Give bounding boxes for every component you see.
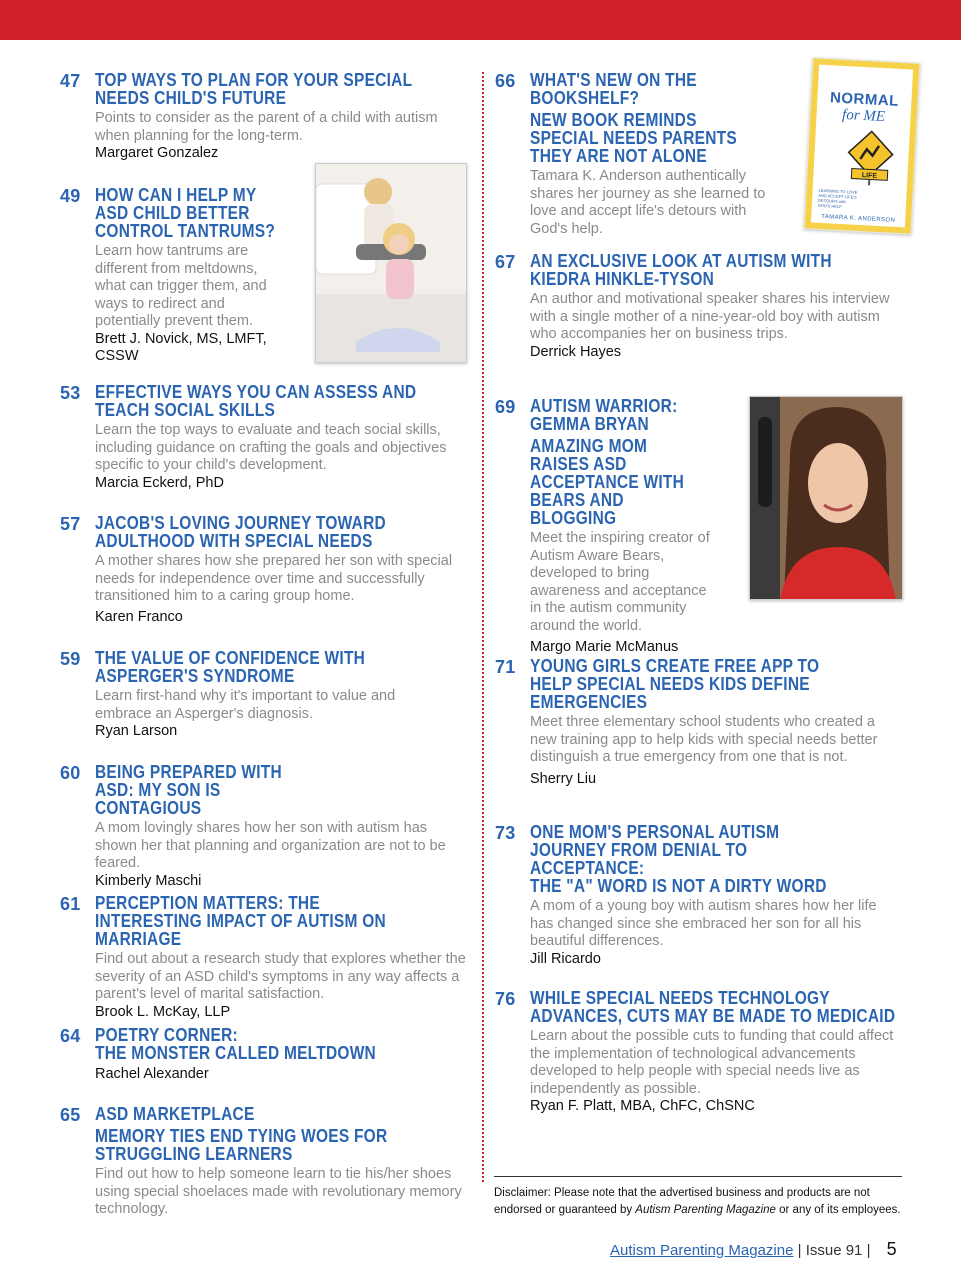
entry-author: Karen Franco [95, 608, 183, 625]
disclaimer-text: Disclaimer: Please note that the advertised business and products are not endorsed or guaranteed by [494, 1187, 870, 1216]
book-author: TAMARA K. ANDERSON [821, 213, 896, 224]
entry-description: Points to consider as the parent of a child with autism when planning for the long-term. [95, 110, 438, 144]
footer-magazine-link[interactable]: Autism Parenting Magazine [610, 1242, 794, 1259]
entry-heading: WHILE SPECIAL NEEDS TECHNOLOGY ADVANCES, CUTS MAY BE MADE TO MEDICAID [530, 988, 896, 1026]
entry-description: Learn how tantrums are different from meltdowns, what can trigger them, and ways to redirect and potentially prevent them. [95, 243, 267, 329]
page-number: 71 [495, 657, 516, 677]
disclaimer [494, 1185, 904, 1219]
entry-description: Learn first-hand why it's important to value and embrace an Asperger's diagnosis. [95, 688, 396, 722]
entry-description: A mother shares how she prepared her son with special needs for independence over time and successfully transitioned him to a caring group home. [95, 553, 453, 604]
entry-heading: THE VALUE OF CONFIDENCE WITH ASPERGER'S SYNDROME [95, 648, 366, 686]
entry-description: Meet three elementary school students who created a new training app to help kids with special needs better distinguish a true emergency from one that is not. [530, 714, 878, 765]
entry-author: Derrick Hayes [530, 343, 622, 360]
entry-heading-section: WHAT'S NEW ON THE BOOKSHELF? [530, 70, 697, 108]
entry-heading: JACOB'S LOVING JOURNEY TOWARD ADULTHOOD WITH SPECIAL NEEDS [95, 513, 387, 551]
column-divider [482, 72, 484, 1182]
entry-description: An author and motivational speaker shares his interview with a single mother of a nine-year-old boy with autism who accompanies her on business trips. [530, 291, 890, 342]
page-number: 65 [60, 1105, 81, 1125]
entry-description: A mom of a young boy with autism shares how her life has changed since she embraced her son for all his beautiful differences. [530, 898, 877, 949]
footer-issue: Issue 91 [805, 1242, 863, 1259]
page-number: 59 [60, 649, 81, 669]
book-cover [804, 57, 921, 234]
entry-heading: AN EXCLUSIVE LOOK AT AUTISM WITH KIEDRA HINKLE-TYSON [530, 251, 832, 289]
page-number: 57 [60, 514, 81, 534]
entry-description: Meet the inspiring creator of Autism Aware Bears, developed to bring awareness and acceptance in the autism community around the world. [530, 530, 710, 634]
book-subtitle: LEARNING TO LOVE AND ACCEPT LIFE'S DETOURS with GOD'S HELP [817, 187, 858, 210]
page-number: 69 [495, 397, 516, 417]
disclaimer-magazine-name: Autism Parenting Magazine [635, 1204, 776, 1216]
entry-heading: NEW BOOK REMINDS SPECIAL NEEDS PARENTS THEY ARE NOT ALONE [530, 110, 737, 166]
entry-heading: BEING PREPARED WITH ASD: MY SON IS CONTAGIOUS [95, 762, 282, 818]
footer-page-number: 5 [886, 1239, 897, 1259]
entry-heading: THE MONSTER CALLED MELTDOWN [95, 1043, 377, 1063]
entry-description: Learn about the possible cuts to funding that could affect the implementation of technological advancements developed to help people with special needs live as independently as possible. [530, 1028, 894, 1097]
page-number: 47 [60, 71, 81, 91]
sign-label: LIFE [861, 172, 878, 180]
entry-author: Brett J. Novick, MS, LMFT, CSSW [95, 330, 267, 364]
mother-child-illustration [316, 164, 466, 362]
entry-heading: EFFECTIVE WAYS YOU CAN ASSESS AND TEACH SOCIAL SKILLS [95, 382, 417, 420]
entry-author: Ryan Larson [95, 723, 178, 739]
entry-author: Kimberly Maschi [95, 872, 202, 889]
page-number: 60 [60, 763, 81, 783]
entry-heading: MEMORY TIES END TYING WOES FOR STRUGGLING LEARNERS [95, 1126, 388, 1164]
entry-heading-section: ASD MARKETPLACE [95, 1104, 255, 1124]
book-title-line2: for ME [841, 106, 886, 126]
entry-heading: AMAZING MOM RAISES ASD ACCEPTANCE WITH BEARS AND BLOGGING [530, 436, 685, 528]
entry-author: Margaret Gonzalez [95, 145, 219, 161]
entry-heading-continued: THE "A" WORD IS NOT A DIRTY WORD [530, 876, 827, 896]
entry-description: A mom lovingly shares how her son with autism has shown her that planning and organization are not to be feared. [95, 820, 446, 871]
entry-description: Learn the top ways to evaluate and teach social skills, including guidance on crafting the goals and objectives specific to your child's development. [95, 422, 447, 473]
entry-author: Ryan F. Platt, MBA, ChFC, ChSNC [530, 1098, 755, 1114]
top-red-banner [0, 0, 961, 40]
entry-description: Find out about a research study that explores whether the severity of an ASD child's symptoms in any way affects a parent's level of marital satisfaction. [95, 951, 466, 1002]
portrait-illustration [750, 397, 902, 599]
entry-description: Find out how to help someone learn to tie his/her shoes using special shoelaces made with revolutionary memory technology. [95, 1166, 462, 1217]
page-number: 64 [60, 1026, 81, 1046]
book-title-line1: NORMAL [829, 89, 900, 110]
footer-separator: | [797, 1242, 802, 1259]
entry-author: Marcia Eckerd, PhD [95, 474, 224, 491]
entry-author: Rachel Alexander [95, 1066, 209, 1082]
entry-heading: ONE MOM'S PERSONAL AUTISM JOURNEY FROM DENIAL TO ACCEPTANCE: [530, 822, 780, 878]
entry-heading: TOP WAYS TO PLAN FOR YOUR SPECIAL NEEDS CHILD'S FUTURE [95, 70, 413, 108]
detour-sign-icon [813, 123, 910, 188]
page-number: 67 [495, 252, 516, 272]
entry-author: Sherry Liu [530, 770, 597, 787]
tantrum-photo [315, 163, 467, 363]
disclaimer-text-end: or any of its employees. [775, 1204, 901, 1216]
disclaimer-rule [494, 1176, 902, 1177]
entry-heading-section: POETRY CORNER: [95, 1025, 238, 1045]
page-number: 49 [60, 186, 81, 206]
entry-description: Tamara K. Anderson authentically shares her journey as she learned to love and accept life's detours with God's help. [530, 168, 766, 237]
entry-author: Margo Marie McManus [530, 639, 679, 655]
page-footer [610, 1239, 897, 1260]
page-number: 53 [60, 383, 81, 403]
page-number: 76 [495, 989, 516, 1009]
page-number: 61 [60, 894, 81, 914]
entry-heading-section: AUTISM WARRIOR: GEMMA BRYAN [530, 396, 678, 434]
entry-heading: YOUNG GIRLS CREATE FREE APP TO HELP SPECIAL NEEDS KIDS DEFINE EMERGENCIES [530, 656, 820, 712]
entry-heading: HOW CAN I HELP MY ASD CHILD BETTER CONTROL TANTRUMS? [95, 185, 276, 241]
page-number: 73 [495, 823, 516, 843]
entry-author: Jill Ricardo [530, 950, 601, 967]
entry-heading: PERCEPTION MATTERS: THE INTERESTING IMPACT OF AUTISM ON MARRIAGE [95, 893, 386, 949]
page-number: 66 [495, 71, 516, 91]
gemma-bryan-photo [749, 396, 903, 600]
footer-separator-2: | [866, 1242, 871, 1259]
entry-author: Brook L. McKay, LLP [95, 1003, 231, 1020]
